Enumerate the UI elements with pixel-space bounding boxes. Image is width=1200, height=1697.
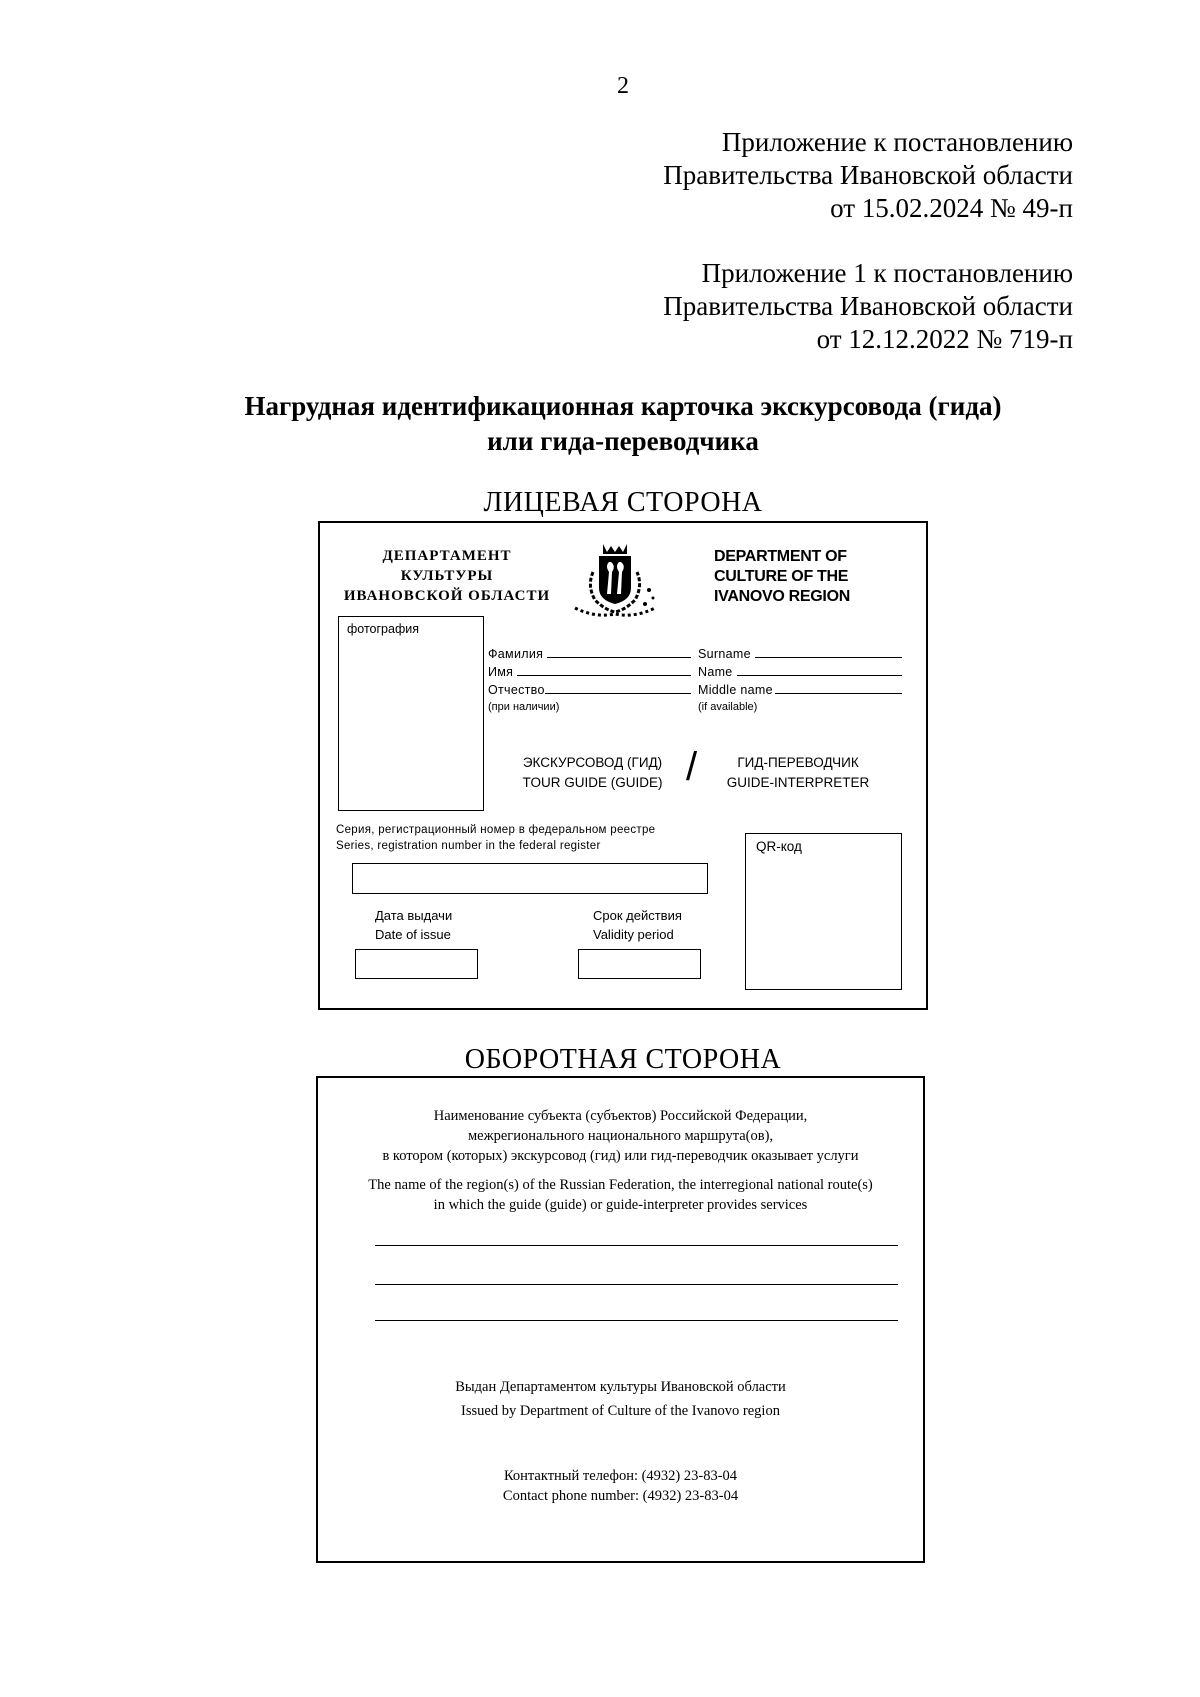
surname-en-field[interactable] [698,647,902,661]
qr-code-box [745,833,902,990]
patronymic-note-ru: (при наличии) [488,701,560,713]
photo-box [338,616,484,811]
field-label: Имя [488,665,514,679]
appendix-line: Правительства Ивановской области [663,160,1073,190]
middle-name-note-en: (if available) [698,701,758,713]
role-guide-interpreter [723,753,873,793]
validity-label-en: Validity period [593,927,674,942]
region-description-ru [318,1106,923,1166]
validity-period-label [593,906,682,944]
issued-by-en: Issued by Department of Culture of the Ivanovo region [461,1403,780,1419]
field-label: Фамилия [488,647,544,661]
contact-phone-en: Contact phone number: (4932) 23-83-04 [502,1488,739,1504]
region-en-line: in which the guide (guide) or guide-interpreter provides services [433,1197,808,1213]
appendix-line: Приложение к постановлению [721,127,1073,157]
region-ru-line: в котором (которых) экскурсовод (гид) или гид-переводчик оказывает услуги [382,1148,859,1164]
qr-label: QR-код [756,839,802,854]
department-name-en [714,547,914,607]
coat-of-arms-icon [565,542,665,620]
issue-date-label [375,906,452,944]
field-label: Surname [698,647,751,661]
series-label-ru: Серия, регистрационный номер в федеральном реестре [336,824,656,836]
validity-period-input[interactable] [578,949,701,979]
role-en: TOUR GUIDE (GUIDE) [522,775,663,790]
back-side-title: ОБОРОТНАЯ СТОРОНА [464,1044,782,1075]
document-title [0,389,1200,459]
appendix-header-1 [663,126,1073,225]
role-tour-guide [520,753,665,793]
appendix-line: Приложение 1 к постановлению [701,258,1073,288]
title-line: или гида-переводчика [487,426,759,456]
region-entry-line[interactable] [375,1284,898,1285]
name-ru-field[interactable] [488,665,691,679]
issued-by-ru: Выдан Департаментом культуры Ивановской области [455,1379,786,1395]
region-entry-line[interactable] [375,1320,898,1321]
field-label: Отчество [488,683,545,697]
dept-ru-line: ДЕПАРТАМЕНТ [382,548,512,564]
front-side-title: ЛИЦЕВАЯ СТОРОНА [483,487,763,518]
appendix-line: Правительства Ивановской области [663,291,1073,321]
dept-en-line: DEPARTMENT OF [714,548,847,565]
region-en-line: The name of the region(s) of the Russian Federation, the interregional national route(s) [368,1177,873,1193]
appendix-header-2 [663,257,1073,356]
front-card [318,521,928,1010]
patronymic-ru-field[interactable] [488,683,691,697]
dept-ru-line: КУЛЬТУРЫ [400,568,494,584]
issued-by [318,1375,923,1423]
underline [755,656,902,658]
name-en-field[interactable] [698,665,902,679]
role-ru: ЭКСКУРСОВОД (ГИД) [522,755,663,770]
registration-number-input[interactable] [352,863,708,894]
underline [545,692,691,694]
dept-ru-line: ИВАНОВСКОЙ ОБЛАСТИ [343,588,551,604]
middle-name-en-field[interactable] [698,683,902,697]
role-ru: ГИД-ПЕРЕВОДЧИК [737,755,859,770]
underline [775,692,902,694]
region-entry-line[interactable] [375,1245,898,1246]
dept-en-line: CULTURE OF THE [714,568,849,585]
series-label-en: Series, registration number in the federal register [336,840,601,852]
issue-date-label-en: Date of issue [375,927,451,942]
surname-ru-field[interactable] [488,647,691,661]
page-number: 2 [617,73,629,99]
role-en: GUIDE-INTERPRETER [726,775,870,790]
underline [547,656,691,658]
field-label: Name [698,665,733,679]
region-ru-line: Наименование субъекта (субъектов) Российской Федерации, [433,1108,808,1124]
back-card [316,1076,925,1563]
issue-date-label-ru: Дата выдачи [375,908,453,923]
issue-date-input[interactable] [355,949,478,979]
title-line: Нагрудная идентификационная карточка экскурсовода (гида) [244,391,1002,421]
contact-phone-ru: Контактный телефон: (4932) 23-83-04 [503,1468,738,1484]
appendix-line: от 15.02.2024 № 49-п [830,193,1073,223]
role-separator: / [686,745,698,789]
series-label [336,822,655,854]
contact-phone [318,1466,923,1506]
field-label: Middle name [698,683,773,697]
photo-label: фотография [347,622,419,636]
underline [737,674,902,676]
validity-label-ru: Срок действия [593,908,682,923]
appendix-line: от 12.12.2022 № 719-п [816,324,1073,354]
region-description-en [318,1175,923,1215]
region-ru-line: межрегионального национального маршрута(ов), [467,1128,774,1144]
department-name-ru [342,546,552,606]
underline [517,674,691,676]
dept-en-line: IVANOVO REGION [714,588,850,605]
